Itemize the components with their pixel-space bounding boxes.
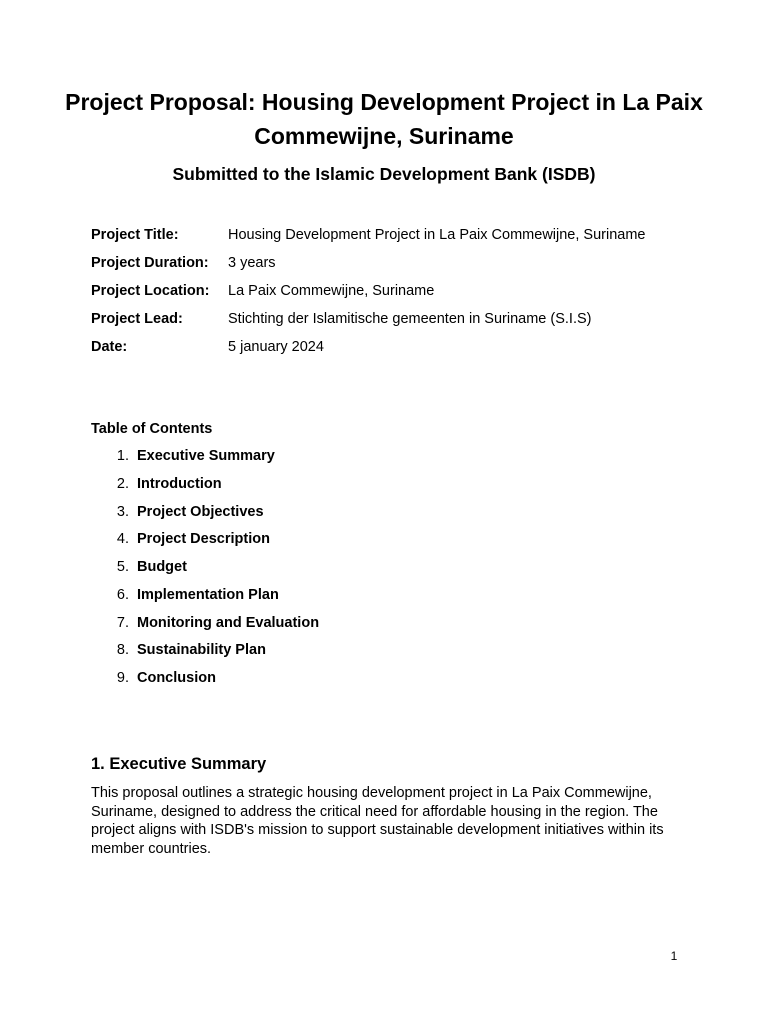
toc-item-label: Project Objectives (137, 503, 264, 520)
toc-item-number: 7. (116, 614, 129, 631)
page-number: 1 (670, 949, 678, 963)
project-info-label: Project Duration: (91, 255, 209, 271)
project-info-value: Stichting der Islamitische gemeenten in Suriname (S.I.S) (228, 311, 592, 327)
document-title: Project Proposal: Housing Development Project in La Paix Commewijne, Suriname (65, 89, 703, 149)
toc-item-number: 1. (116, 448, 129, 464)
project-info-row-location (91, 277, 711, 305)
project-info-value: Housing Development Project in La Paix Commewijne, Suriname (228, 227, 646, 243)
toc-item (91, 526, 319, 554)
project-info-label: Date: (91, 339, 128, 355)
toc-item-label: Implementation Plan (137, 586, 279, 603)
toc-item-number: 8. (116, 642, 129, 659)
section-heading-executive-summary: 1. Executive Summary (91, 755, 267, 773)
toc-item-number: 6. (116, 586, 129, 603)
project-info-label: Project Lead: (91, 311, 183, 327)
project-info-row-duration (91, 249, 711, 277)
toc-item-number: 4. (116, 531, 129, 548)
toc-item (91, 554, 319, 582)
project-info-row-title (91, 221, 711, 249)
toc-item-number: 5. (116, 559, 129, 575)
toc-item (91, 665, 319, 693)
project-info-row-date (91, 333, 711, 361)
toc-item-label: Executive Summary (137, 448, 275, 464)
toc-item-number: 3. (116, 503, 129, 520)
toc-item (91, 499, 319, 527)
toc-item-number: 2. (116, 475, 129, 492)
project-info-label: Project Location: (91, 283, 210, 299)
toc-item-label: Conclusion (137, 670, 216, 686)
toc-item-label: Monitoring and Evaluation (137, 614, 320, 631)
project-info-label: Project Title: (91, 227, 179, 243)
executive-summary-paragraph: This proposal outlines a strategic housing development project in La Paix Commewijne, Suriname, designed to address the critical need for affordable housing in the region. The project aligns with ISDB's mission to support sustainable development initiatives within its member countries. (91, 785, 664, 857)
toc-item-label: Introduction (137, 475, 222, 492)
toc-item-number: 9. (116, 670, 129, 686)
toc-item (91, 582, 319, 610)
toc-item (91, 471, 319, 499)
project-info-table (91, 221, 711, 361)
project-info-value: 3 years (228, 255, 276, 271)
toc-item (91, 443, 319, 471)
document-subtitle: Submitted to the Islamic Development Bank (ISDB) (172, 164, 596, 184)
project-info-value: La Paix Commewijne, Suriname (228, 283, 435, 299)
toc-item-label: Sustainability Plan (137, 642, 266, 659)
toc-item-label: Budget (137, 559, 187, 575)
toc-item-label: Project Description (137, 531, 270, 548)
toc-item (91, 610, 319, 638)
toc-heading: Table of Contents (91, 421, 213, 437)
project-info-row-lead (91, 305, 711, 333)
toc-list (91, 443, 319, 693)
toc-item (91, 637, 319, 665)
project-info-value: 5 january 2024 (228, 339, 324, 355)
